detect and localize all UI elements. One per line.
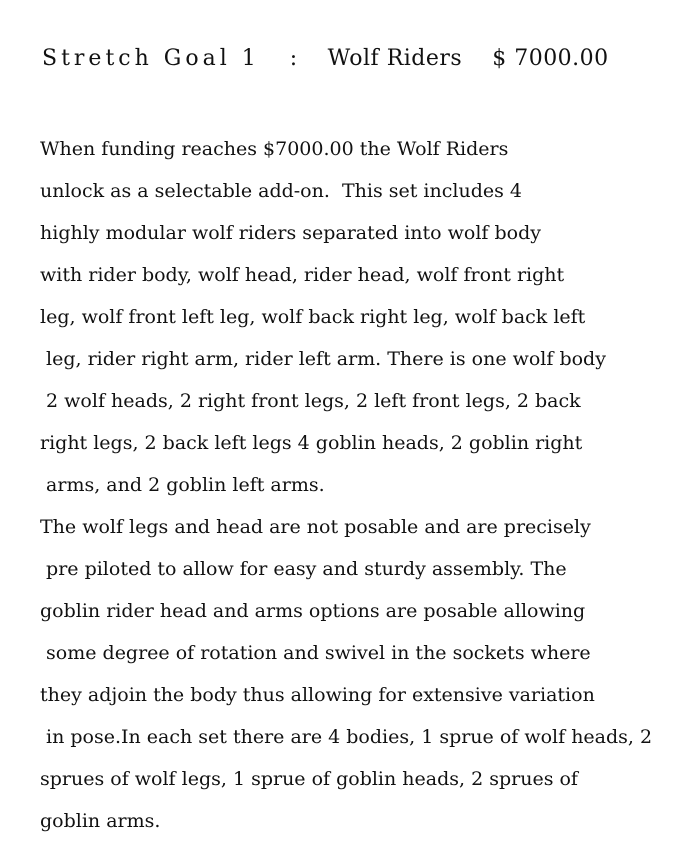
text-line: arms, and 2 goblin left arms. <box>40 474 325 496</box>
text-line: highly modular wolf riders separated into wolf body <box>40 222 541 244</box>
text-line: goblin rider head and arms options are posable allowing <box>40 600 586 622</box>
text-line: leg, wolf front left leg, wolf back right leg, wolf back left <box>40 306 586 328</box>
title-separator: : <box>289 46 298 71</box>
body-text <box>40 128 670 842</box>
text-line: goblin arms. <box>40 810 161 832</box>
page-title <box>42 44 609 74</box>
text-line: right legs, 2 back left legs 4 goblin heads, 2 goblin right <box>40 432 583 454</box>
title-amount: $ 7000.00 <box>492 46 609 71</box>
text-line: unlock as a selectable add-on. This set includes 4 <box>40 180 522 202</box>
text-line: they adjoin the body thus allowing for extensive variation <box>40 684 595 706</box>
text-line: in pose.In each set there are 4 bodies, 1 sprue of wolf heads, 2 <box>40 726 653 748</box>
text-line: When funding reaches $7000.00 the Wolf Riders <box>40 138 509 160</box>
text-line: some degree of rotation and swivel in the sockets where <box>40 642 591 664</box>
text-line: with rider body, wolf head, rider head, wolf front right <box>40 264 565 286</box>
text-line: 2 wolf heads, 2 right front legs, 2 left front legs, 2 back <box>40 390 581 412</box>
text-line: leg, rider right arm, rider left arm. There is one wolf body <box>40 348 606 370</box>
text-line: sprues of wolf legs, 1 sprue of goblin heads, 2 sprues of <box>40 768 578 790</box>
text-line: The wolf legs and head are not posable and are precisely <box>40 516 591 538</box>
title-label: Stretch Goal 1 <box>42 46 260 71</box>
title-name: Wolf Riders <box>327 46 463 71</box>
text-line: pre piloted to allow for easy and sturdy assembly. The <box>40 558 567 580</box>
